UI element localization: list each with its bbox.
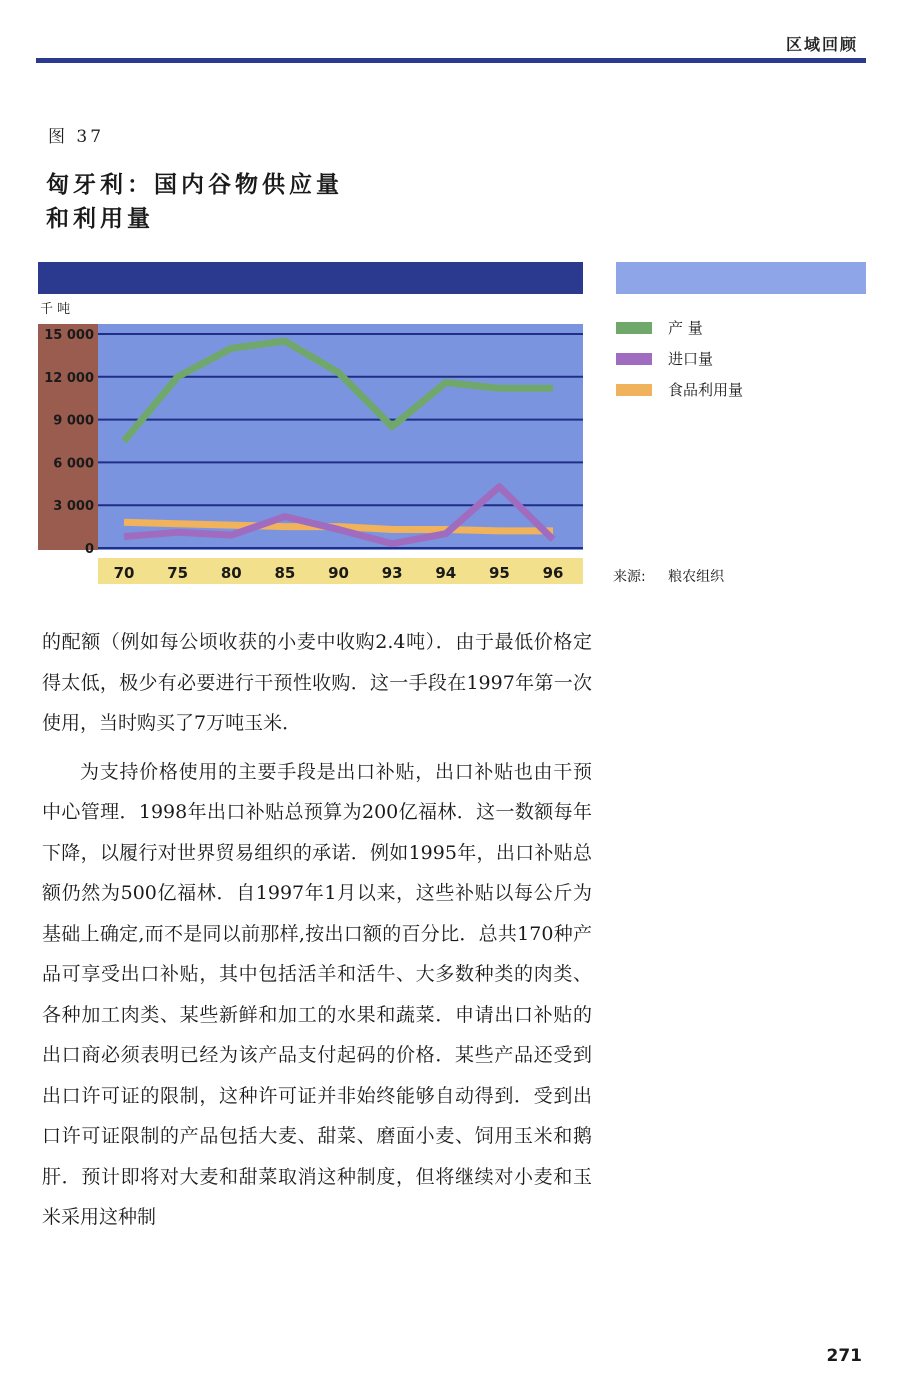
y-axis-band <box>38 324 98 550</box>
legend-label: 产 量 <box>668 319 703 337</box>
legend-item <box>616 374 866 405</box>
y-tick-label: 0 <box>84 542 94 557</box>
x-tick-label: 80 <box>220 564 242 582</box>
y-tick-label: 3 000 <box>53 499 94 515</box>
legend-label: 食品利用量 <box>668 381 744 399</box>
figure-title <box>46 168 466 236</box>
header-rule <box>36 58 866 63</box>
chart-legend <box>616 312 866 405</box>
legend-swatch <box>616 353 652 365</box>
x-tick-label: 85 <box>274 564 296 582</box>
legend-item <box>616 343 866 374</box>
chart-source <box>613 566 724 586</box>
x-tick-label: 95 <box>488 564 510 582</box>
body-text <box>42 622 592 1238</box>
y-axis-unit-label: 千 吨 <box>40 302 71 317</box>
x-tick-label: 93 <box>381 564 403 582</box>
chart-header-bar <box>38 262 583 294</box>
y-tick-label: 12 000 <box>44 370 94 386</box>
x-tick-label: 96 <box>542 564 564 582</box>
legend-swatch <box>616 322 652 334</box>
figure-title-line-1: 匈牙利：国内谷物供应量 <box>46 172 343 198</box>
legend-label: 进口量 <box>668 350 714 368</box>
paragraph: 为支持价格使用的主要手段是出口补贴，出口补贴也由干预中心管理．1998年出口补贴总预算为200亿福林．这一数额每年下降，以履行对世界贸易组织的承诺．例如1995年，出口补贴总额仍然为500亿福林．自1997年1月以来，这些补贴以每公斤为基础上确定,而不是同以前那样,按出口额的百分比．总共170种产品可享受出口补贴，其中包括活羊和活牛、大多数种类的肉类、各种加工肉类、某些新鲜和加工的水果和蔬菜．申请出口补贴的出口商必须表明已经为该产品支付起码的价格．某些产品还受到出口许可证的限制，这种许可证并非始终能够自动得到．受到出口许可证限制的产品包括大麦、甜菜、磨面小麦、饲用玉米和鹅肝．预计即将对大麦和甜菜取消这种制度，但将继续对小麦和玉米采用这种制 <box>42 760 592 1228</box>
x-tick-label: 94 <box>435 564 457 582</box>
legend-header-bar <box>616 262 866 294</box>
legend-swatch <box>616 384 652 396</box>
source-label: 来源: <box>613 569 646 585</box>
y-tick-label: 15 000 <box>44 328 94 343</box>
section-header-label: 区域回顾 <box>785 35 858 54</box>
y-tick-label: 6 000 <box>53 456 94 472</box>
chart-container <box>38 262 583 592</box>
figure-title-line-2: 和利用量 <box>46 206 154 232</box>
figure-number: 图 37 <box>48 127 105 147</box>
line-chart <box>38 262 583 592</box>
x-tick-label: 75 <box>167 564 189 582</box>
plot-area <box>98 324 583 550</box>
legend-item <box>616 312 866 343</box>
x-tick-label: 70 <box>113 564 135 582</box>
x-tick-label: 90 <box>328 564 349 582</box>
source-text: 粮农组织 <box>668 569 725 585</box>
paragraph: 的配额（例如每公顷收获的小麦中收购2.4吨）．由于最低价格定得太低，极少有必要进行干预性收购．这一手段在1997年第一次使用，当时购买了7万吨玉米． <box>42 631 592 734</box>
y-tick-label: 9 000 <box>53 413 94 429</box>
page-number: 271 <box>826 1346 862 1366</box>
